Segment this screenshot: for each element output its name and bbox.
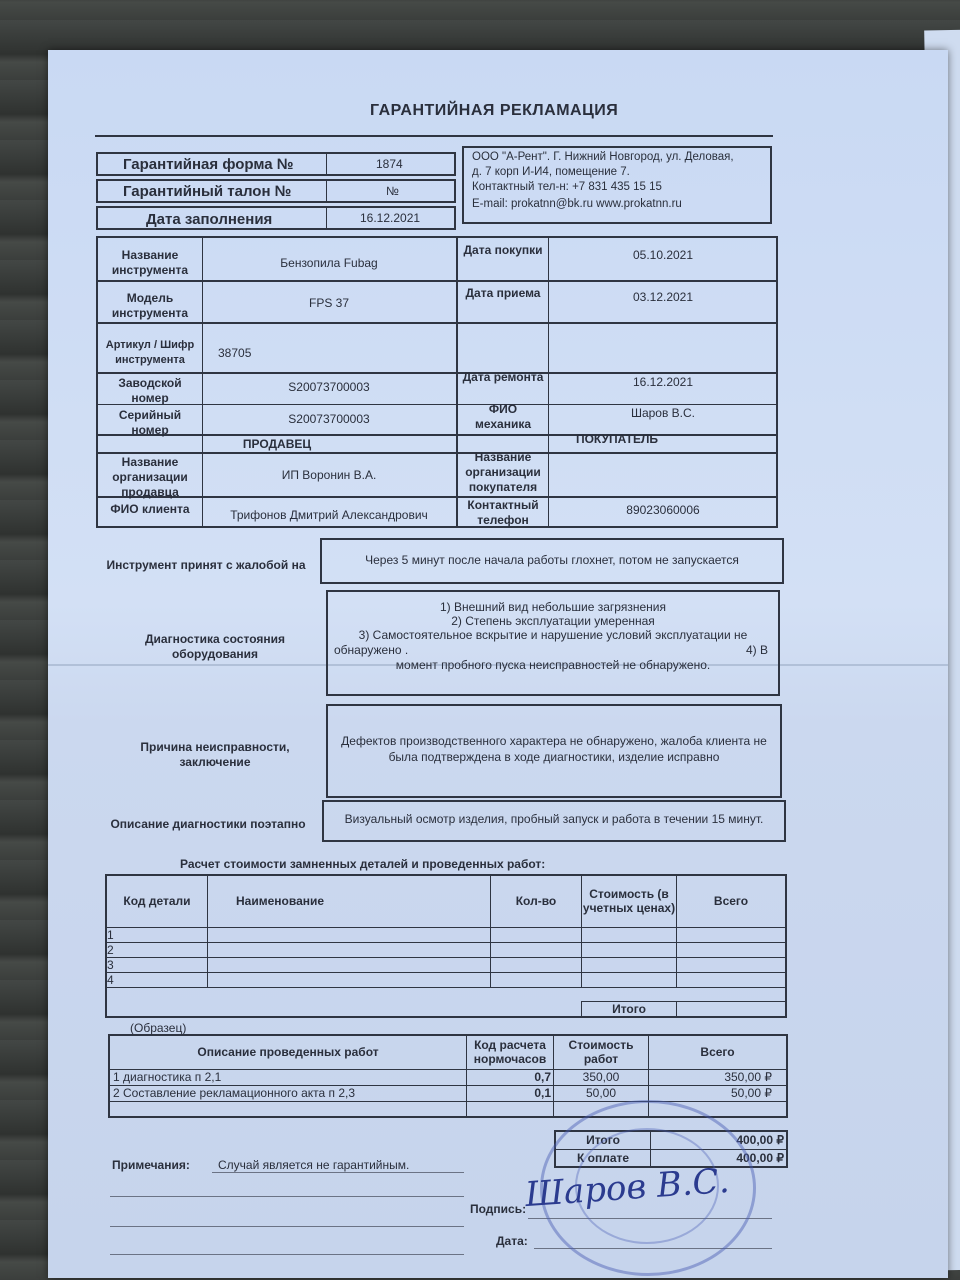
works-row-total: 50,00 ₽ [649,1085,788,1101]
notes-line [110,1254,464,1255]
factory-number-label: Заводской номер [118,376,182,405]
parts-row-number: 1 [106,927,208,942]
works-row-cost: 350,00 [554,1069,649,1085]
parts-col-qty: Кол-во [491,875,582,927]
diagnostics-line-5: момент пробного пуска неисправностей не обнаружено. [395,658,711,672]
repair-date-value: 16.12.2021 [632,375,694,389]
client-name-label: ФИО клиента [110,502,190,516]
works-row-code: 0,1 [467,1085,554,1101]
parts-col-name: Наименование [208,875,491,927]
phone-label: Контактный телефон [467,498,539,527]
receipt-date-label: Дата приема [465,286,541,300]
company-info [472,150,772,212]
parts-title: Расчет стоимости замненных деталей и проведенных работ: [180,857,546,871]
purchase-date-label: Дата покупки [463,243,543,257]
notes-line [110,1226,464,1227]
complaint-label: Инструмент принят с жалобой на [106,558,306,572]
phone-value: 89023060006 [626,503,700,517]
title-rule [95,135,773,137]
mechanic-label: ФИО механика [474,402,532,431]
diagnostics-line-3: 3) Самостоятельное вскрытие и нарушение условий эксплуатации не [358,628,748,642]
diagnostics-line-4a: обнаружено . [334,643,409,657]
talon-number-value: № [386,184,399,198]
diagnostics-line-2: 2) Степень эксплуатации умеренная [451,614,655,628]
factory-number-value: S20073700003 [288,380,370,394]
notes-label: Примечания: [112,1158,190,1172]
seller-header: ПРОДАВЕЦ [242,437,312,451]
parts-col-total: Всего [677,875,787,927]
works-row-desc: 2 Составление рекламационного акта п 2,3 [109,1085,467,1101]
complaint-value: Через 5 минут после начала работы глохнет, потом не запускается [365,553,739,567]
article-label: Артикул / Шифр инструмента [105,339,195,366]
works-col-cost: Стоимость работ [554,1035,649,1069]
grid-line [98,452,776,454]
fill-date-value: 16.12.2021 [360,211,421,225]
grid-line [98,372,776,374]
works-row-code: 0,7 [467,1069,554,1085]
works-col-code: Код расчета нормочасов [467,1035,554,1069]
parts-row-number: 4 [106,972,208,987]
divider [326,154,327,174]
notes-value: Случай является не гарантийным. [218,1158,410,1172]
parts-total-label: Итого [582,1001,677,1017]
seller-org-value: ИП Воронин В.А. [281,468,377,482]
cause-line-1: Дефектов производственного характера не обнаружено, жалоба клиента не [341,734,767,748]
buyer-header: ПОКУПАТЕЛЬ [575,432,659,446]
serial-number-label: Серийный номер [118,408,182,437]
buyer-org-label: Название организации покупателя [465,450,541,494]
parts-row-number: 2 [106,942,208,957]
parts-table [105,874,787,1018]
diagnostics-label: Диагностика состояния оборудования [145,632,285,661]
seller-org-label: Название организации продавца [112,455,188,499]
receipt-date-value: 03.12.2021 [632,290,694,304]
talon-number-box [96,179,456,203]
cause-label: Причина неисправности, заключение [140,740,290,769]
works-col-total: Всего [649,1035,788,1069]
serial-number-value: S20073700003 [288,412,370,426]
sample-note: (Образец) [130,1021,187,1035]
handwritten-signature: Шаров В.С. [523,1160,731,1216]
date-label: Дата: [496,1234,528,1248]
works-pay-label: К оплате [555,1149,651,1167]
works-col-desc: Описание проведенных работ [109,1035,467,1069]
divider [326,208,327,228]
works-pay-value: 400,00 ₽ [651,1149,788,1167]
purchase-date-value: 05.10.2021 [632,248,694,262]
company-phone: Контактный тел-н: +7 831 435 15 15 [472,181,662,193]
company-email: E-mail: prokatnn@bk.ru www.prokatnn.ru [472,198,682,210]
cause-line-2: была подтверждена в ходе диагностики, изделие исправно [388,750,720,764]
diagnostics-line-4b: 4) В [746,643,769,657]
works-row-cost: 50,00 [554,1085,649,1101]
form-number-value: 1874 [376,157,403,171]
article-value: 38705 [218,346,252,360]
mechanic-value: Шаров В.С. [630,406,696,420]
repair-date-label: Дата ремонта [462,370,544,384]
form-number-label: Гарантийная форма № [123,156,294,173]
works-total-value: 400,00 ₽ [651,1131,788,1149]
notes-underline [212,1172,464,1173]
notes-line [110,1196,464,1197]
fill-date-box [96,206,456,230]
client-name-value: Трифонов Дмитрий Александрович [230,508,428,522]
diagnostics-line-1: 1) Внешний вид небольшие загрязнения [440,600,666,614]
grid-line [98,280,776,282]
works-total-label: Итого [555,1131,651,1149]
company-address: д. 7 корп И-И4, помещение 7. [472,166,630,178]
talon-number-label: Гарантийный талон № [123,183,292,200]
tool-model-label: Модель инструмента [111,291,189,320]
parts-row-number: 3 [106,957,208,972]
signature-label: Подпись: [470,1202,527,1216]
grid-line [98,322,776,324]
document-title: ГАРАНТИЙНАЯ РЕКЛАМАЦИЯ [370,102,619,119]
works-row-desc: 1 диагностика п 2,1 [109,1069,467,1085]
steps-value: Визуальный осмотр изделия, пробный запуск и работа в течении 15 минут. [344,812,764,826]
parts-col-code: Код детали [106,875,208,927]
fill-date-label: Дата заполнения [146,211,273,228]
tool-model-value: FPS 37 [308,296,350,310]
tool-name-value: Бензопила Fubag [280,256,378,270]
form-number-box [96,152,456,176]
company-name: ООО "А-Рент". Г. Нижний Новгород, ул. Деловая, [472,151,734,163]
parts-col-cost: Стоимость (в учетных ценах) [582,875,677,927]
tool-name-label: Название инструмента [111,248,189,277]
divider [326,181,327,201]
steps-label: Описание диагностики поэтапно [110,817,306,831]
works-row-total: 350,00 ₽ [649,1069,788,1085]
